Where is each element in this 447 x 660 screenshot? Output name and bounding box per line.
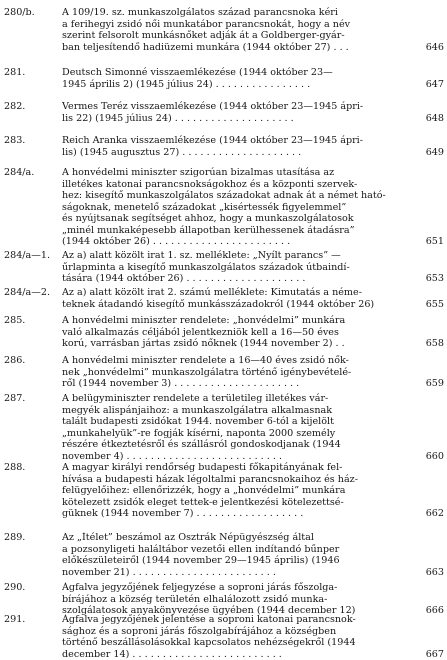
page-number: 655 xyxy=(418,299,444,311)
entry-line: güknek (1944 november 7) . . . . . . . . . . . . . . . . . . xyxy=(62,508,414,520)
entry-description xyxy=(62,315,414,350)
entry-line: A honvédelmi miniszter rendelete: „honvédelmi” munkára xyxy=(62,315,414,327)
entry-number: 290. xyxy=(4,582,56,594)
page-number: 647 xyxy=(418,79,444,91)
entry-line: november 4) . . . . . . . . . . . . . . . . . . . . . . . . . . xyxy=(62,451,414,463)
entry-description xyxy=(62,67,414,90)
page-number: 659 xyxy=(418,378,444,390)
page-number: 660 xyxy=(418,451,444,463)
entry-line: való alkalmazás céljából jelentkezniök kell a 16—50 éves xyxy=(62,327,414,339)
entry-line: november 21) . . . . . . . . . . . . . . . . . . . . . . . . xyxy=(62,567,414,579)
entry-line: korú, varrásban jártas zsidó nőknek (1944 november 2) . . xyxy=(62,338,414,350)
entry-line: hívása a budapesti házak légoltalmi parancsnokaihoz és ház- xyxy=(62,474,414,486)
entry-line: talált budapesti zsidókat 1944. november 6-tól a kijelölt xyxy=(62,416,414,428)
entry-line: A honvédelmi miniszter rendelete a 16—40 éves zsidó nők- xyxy=(62,355,414,367)
entry-line: Az a) alatt közölt irat 2. számú melléklete: Kimutatás a néme- xyxy=(62,287,414,299)
entry-description xyxy=(62,355,414,390)
entry-line: lis 22) (1945 július 24) . . . . . . . . . . . . . . . . . . . . xyxy=(62,113,414,125)
entry-line: felügyelőihez: ellenőrizzék, hogy a „honvédelmi” munkára xyxy=(62,485,414,497)
entry-number: 281. xyxy=(4,67,56,79)
entry-line: ban teljesítendő hadiüzemi munkára (1944 október 27) . . . xyxy=(62,42,414,54)
entry-line: előkészületeiről (1944 november 29—1945 április) (1946 xyxy=(62,555,414,567)
entry-number: 283. xyxy=(4,135,56,147)
entry-description xyxy=(62,287,414,310)
entry-description xyxy=(62,582,414,617)
entry-number: 287. xyxy=(4,393,56,405)
page-number: 667 xyxy=(418,649,444,660)
page-number: 653 xyxy=(418,273,444,285)
entry-number: 284/a—1. xyxy=(4,250,56,262)
entry-description xyxy=(62,462,414,520)
entry-line: Deutsch Simonné visszaemlékezése (1944 október 23— xyxy=(62,67,414,79)
entry-line: Reich Aranka visszaemlékezése (1944 október 23—1945 ápri- xyxy=(62,135,414,147)
entry-description xyxy=(62,135,414,158)
entry-line: Ágfalva jegyzőjének feljegyzése a soproni járás főszolga- xyxy=(62,582,414,594)
entry-line: 1945 április 2) (1945 július 24) . . . . . . . . . . . . . . . . xyxy=(62,79,414,91)
entry-line: tására (1944 október 26) . . . . . . . . . . . . . . . . . . . . xyxy=(62,273,414,285)
entry-line: „minél munkaképesebb állapotban kerülhessenek átadásra” xyxy=(62,225,414,237)
entry-line: szerint felsorolt munkásnőket adják át a Goldberger-gyár- xyxy=(62,30,414,42)
page-number: 663 xyxy=(418,567,444,579)
entry-number: 282. xyxy=(4,101,56,113)
entry-description xyxy=(62,101,414,124)
entry-line: A 109/19. sz. munkaszolgálatos század parancsnoka kéri xyxy=(62,7,414,19)
page-number: 662 xyxy=(418,508,444,520)
entry-description xyxy=(62,393,414,462)
entry-number: 291. xyxy=(4,614,56,626)
entry-number: 280/b. xyxy=(4,7,56,19)
entry-line: ságoknak, menetelő századokat „kisértessék figyelemmel” xyxy=(62,202,414,214)
page-number: 651 xyxy=(418,236,444,248)
entry-line: „munkahelyük”-re fogják kísérni, naponta 2000 személy xyxy=(62,428,414,440)
entry-line: A honvédelmi miniszter szigorúan bizalmas utasítása az xyxy=(62,167,414,179)
entry-line: nek „honvédelmi” munkaszolgálatra történő igénybevételé- xyxy=(62,367,414,379)
entry-number: 284/a—2. xyxy=(4,287,56,299)
entry-number: 286. xyxy=(4,355,56,367)
entry-line: a pozsonyligeti haláltábor vezetői ellen indítandó bűnper xyxy=(62,544,414,556)
entry-line: részére étkeztetésről és szállásról gondoskodjanak (1944 xyxy=(62,439,414,451)
entry-number: 284/a. xyxy=(4,167,56,179)
entry-description xyxy=(62,7,414,53)
entry-line: A magyar királyi rendőrség budapesti főkapitányának fel- xyxy=(62,462,414,474)
entry-line: teknek átadandó kisegítő munkásszázadokról (1944 október 26) xyxy=(62,299,414,311)
entry-line: december 14) . . . . . . . . . . . . . . . . . . . . . . . . . xyxy=(62,649,414,660)
entry-number: 289. xyxy=(4,532,56,544)
page-number: 648 xyxy=(418,113,444,125)
page-number: 649 xyxy=(418,147,444,159)
entry-description xyxy=(62,250,414,285)
entry-line: Vermes Teréz visszaemlékezése (1944 október 23—1945 ápri- xyxy=(62,101,414,113)
entry-line: történő beszállásolásokkal kapcsolatos nehézségekről (1944 xyxy=(62,637,414,649)
entry-line: hez: kisegítő munkaszolgálatos századokat adnak át a német ható- xyxy=(62,190,414,202)
entry-line: lis) (1945 augusztus 27) . . . . . . . . . . . . . . . . . . . . xyxy=(62,147,414,159)
entry-line: illetékes katonai parancsnokságokhoz és a központi szervek- xyxy=(62,179,414,191)
entry-number: 288. xyxy=(4,462,56,474)
entry-line: kötelezett zsidók eleget tettek-e jelentkezési kötelezettsé- xyxy=(62,497,414,509)
entry-line: bírájához a község területén elhalálozott zsidó munka- xyxy=(62,594,414,606)
entry-line: (1944 október 26) . . . . . . . . . . . . . . . . . . . . . . . xyxy=(62,236,414,248)
entry-line: űrlapminta a kisegítő munkaszolgálatos századok útbaindí- xyxy=(62,262,414,274)
entry-line: és nyújtsanak segítséget ahhoz, hogy a munkaszolgálatosok xyxy=(62,213,414,225)
entry-description xyxy=(62,532,414,578)
entry-line: A belügyminiszter rendelete a területileg illetékes vár- xyxy=(62,393,414,405)
page-number: 658 xyxy=(418,338,444,350)
entry-line: Az a) alatt közölt irat 1. sz. melléklete: „Nyílt parancs” — xyxy=(62,250,414,262)
entry-description xyxy=(62,614,414,660)
entry-line: sághoz és a soproni járás főszolgabírájához a községben xyxy=(62,626,414,638)
entry-line: megyék alispánjaihoz: a munkaszolgálatra alkalmasnak xyxy=(62,405,414,417)
entry-line: Az „Ítélet” beszámol az Osztrák Népügyészség által xyxy=(62,532,414,544)
page-number: 666 xyxy=(418,605,444,617)
page-number: 646 xyxy=(418,42,444,54)
entry-line: szolgálatosok anyakönyvezése ügyében (1944 december 12) xyxy=(62,605,414,617)
entry-description xyxy=(62,167,414,248)
entry-line: a ferihegyi zsidó női munkatábor parancsnokát, hogy a név xyxy=(62,19,414,31)
entry-line: Ágfalva jegyzőjének jelentése a soproni katonai parancsnok- xyxy=(62,614,414,626)
entry-number: 285. xyxy=(4,315,56,327)
entry-line: ről (1944 november 3) . . . . . . . . . . . . . . . . . . . . . xyxy=(62,378,414,390)
